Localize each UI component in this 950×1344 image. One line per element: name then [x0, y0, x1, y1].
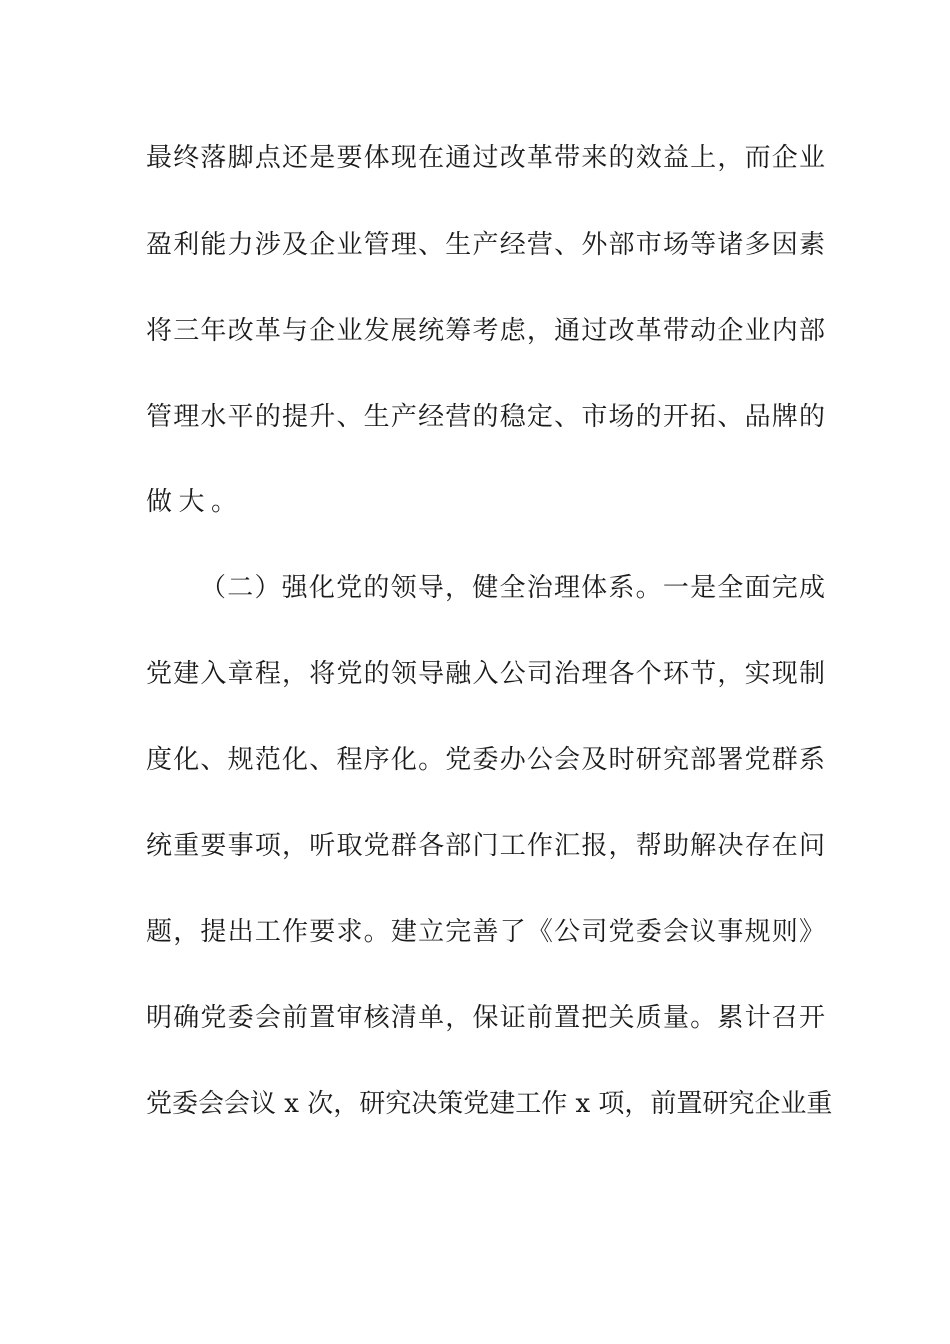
text-line: 将三年改革与企业发展统筹考虑，通过改革带动企业内部: [146, 316, 826, 346]
text-line: 最终落脚点还是要体现在通过改革带来的效益上，而企业: [146, 143, 826, 173]
text-line: 题，提出工作要求。建立完善了《公司党委会议事规则》: [146, 917, 826, 947]
text-line: 明确党委会前置审核清单，保证前置把关质量。累计召开: [146, 1003, 826, 1033]
text-line: 党委会会议 x 次，研究决策党建工作 x 项，前置研究企业重: [146, 1089, 833, 1119]
text-line: 做大。: [146, 487, 244, 517]
text-line: 党建入章程，将党的领导融入公司治理各个环节，实现制: [146, 659, 826, 689]
text-line: 管理水平的提升、生产经营的稳定、市场的开拓、品牌的: [146, 402, 826, 432]
text-line: 统重要事项，听取党群各部门工作汇报，帮助解决存在问: [146, 831, 826, 861]
text-line: 度化、规范化、程序化。党委办公会及时研究部署党群系: [146, 745, 826, 775]
section-heading-line: （二）强化党的领导，健全治理体系。一是全面完成: [200, 573, 826, 603]
text-line: 盈利能力涉及企业管理、生产经营、外部市场等诸多因素: [146, 230, 826, 260]
